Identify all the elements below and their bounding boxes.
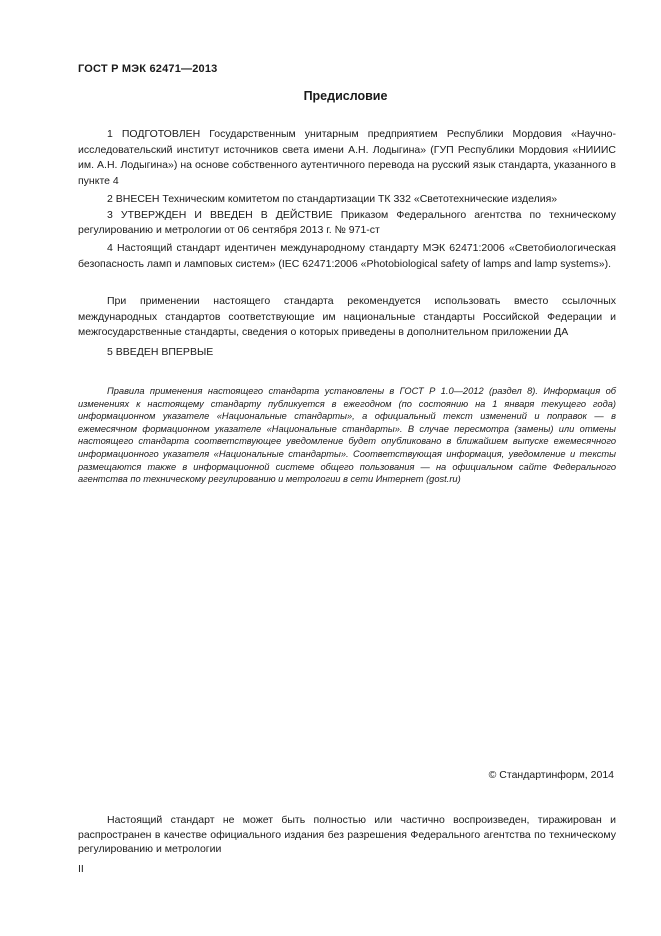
preface-item-4	[78, 241, 616, 272]
preface-item-3-text: 3 УТВЕРЖДЕН И ВВЕДЕН В ДЕЙСТВИЕ Приказом Федерального агентства по техническому регулированию и метрологии от 06 сентября 2013 г. № 971-ст	[78, 208, 616, 236]
page-number: II	[78, 863, 84, 875]
page-title: Предисловие	[303, 89, 388, 103]
preface-reference-note	[78, 294, 616, 341]
preface-item-1-text: 1 ПОДГОТОВЛЕН Государственным унитарным предприятием Республики Мордовия «Научно-исследовательский институт источников света имени А.Н. Лодыгина» (ГУП Республики Мордовия «НИИИС им. А.Н. Лодыгина») на основе собственного аутентичного перевода на русский язык стандарта, указанного в пункте 4	[78, 128, 616, 187]
preface-items-2-3	[78, 192, 616, 239]
preface-item-2-text: 2 ВНЕСЕН Техническим комитетом по стандартизации ТК 332 «Светотехнические изделия»	[107, 193, 558, 205]
preface-item-4-text: 4 Настоящий стандарт идентичен международному стандарту МЭК 62471:2006 «Светобиологическая безопасность ламп и ламповых систем» (IEC 62471:2006 «Photobiological safety of lamps and lamp systems»).	[78, 242, 616, 270]
copyright-line: © Стандартинформ, 2014	[488, 769, 614, 781]
application-rules-note: Правила применения настоящего стандарта установлены в ГОСТ Р 1.0—2012 (раздел 8). Информация об изменениях к настоящему стандарту публикуется в ежегодном (по состоянию на 1 января текущего года) информационном указателе «Национальные стандарты», а официальный текст изменений и поправок — в ежемесячном формационном указателе «Национальные стандарты». В случае пересмотра (замены) или отмены настоящего стандарта соответствующее уведомление будет опубликовано в ближайшем выпуске ежемесячного информационного указателя «Национальные стандарты». Соответствующая информация, уведомление и тексты размещаются также в информационной системе общего пользования — на официальном сайте Федерального агентства по техническому регулированию и метрологии в сети Интернет (gost.ru)	[78, 386, 616, 485]
preface-reference-note-text: При применении настоящего стандарта рекомендуется использовать вместо ссылочных международных стандартов соответствующие им национальные стандарты Российской Федерации и межгосударственные стандарты, сведения о которых приведены в дополнительном приложении ДА	[78, 295, 616, 338]
standard-code-header: ГОСТ Р МЭК 62471—2013	[78, 63, 218, 75]
reproduction-notice: Настоящий стандарт не может быть полностью или частично воспроизведен, тиражирован и распространен в качестве официального издания без разрешения Федерального агентства по техническому регулированию и метрологии	[78, 814, 616, 855]
preface-item-5-text: 5 ВВЕДЕН ВПЕРВЫЕ	[107, 346, 214, 358]
preface-item-5	[78, 345, 616, 361]
preface-item-1	[78, 127, 616, 189]
